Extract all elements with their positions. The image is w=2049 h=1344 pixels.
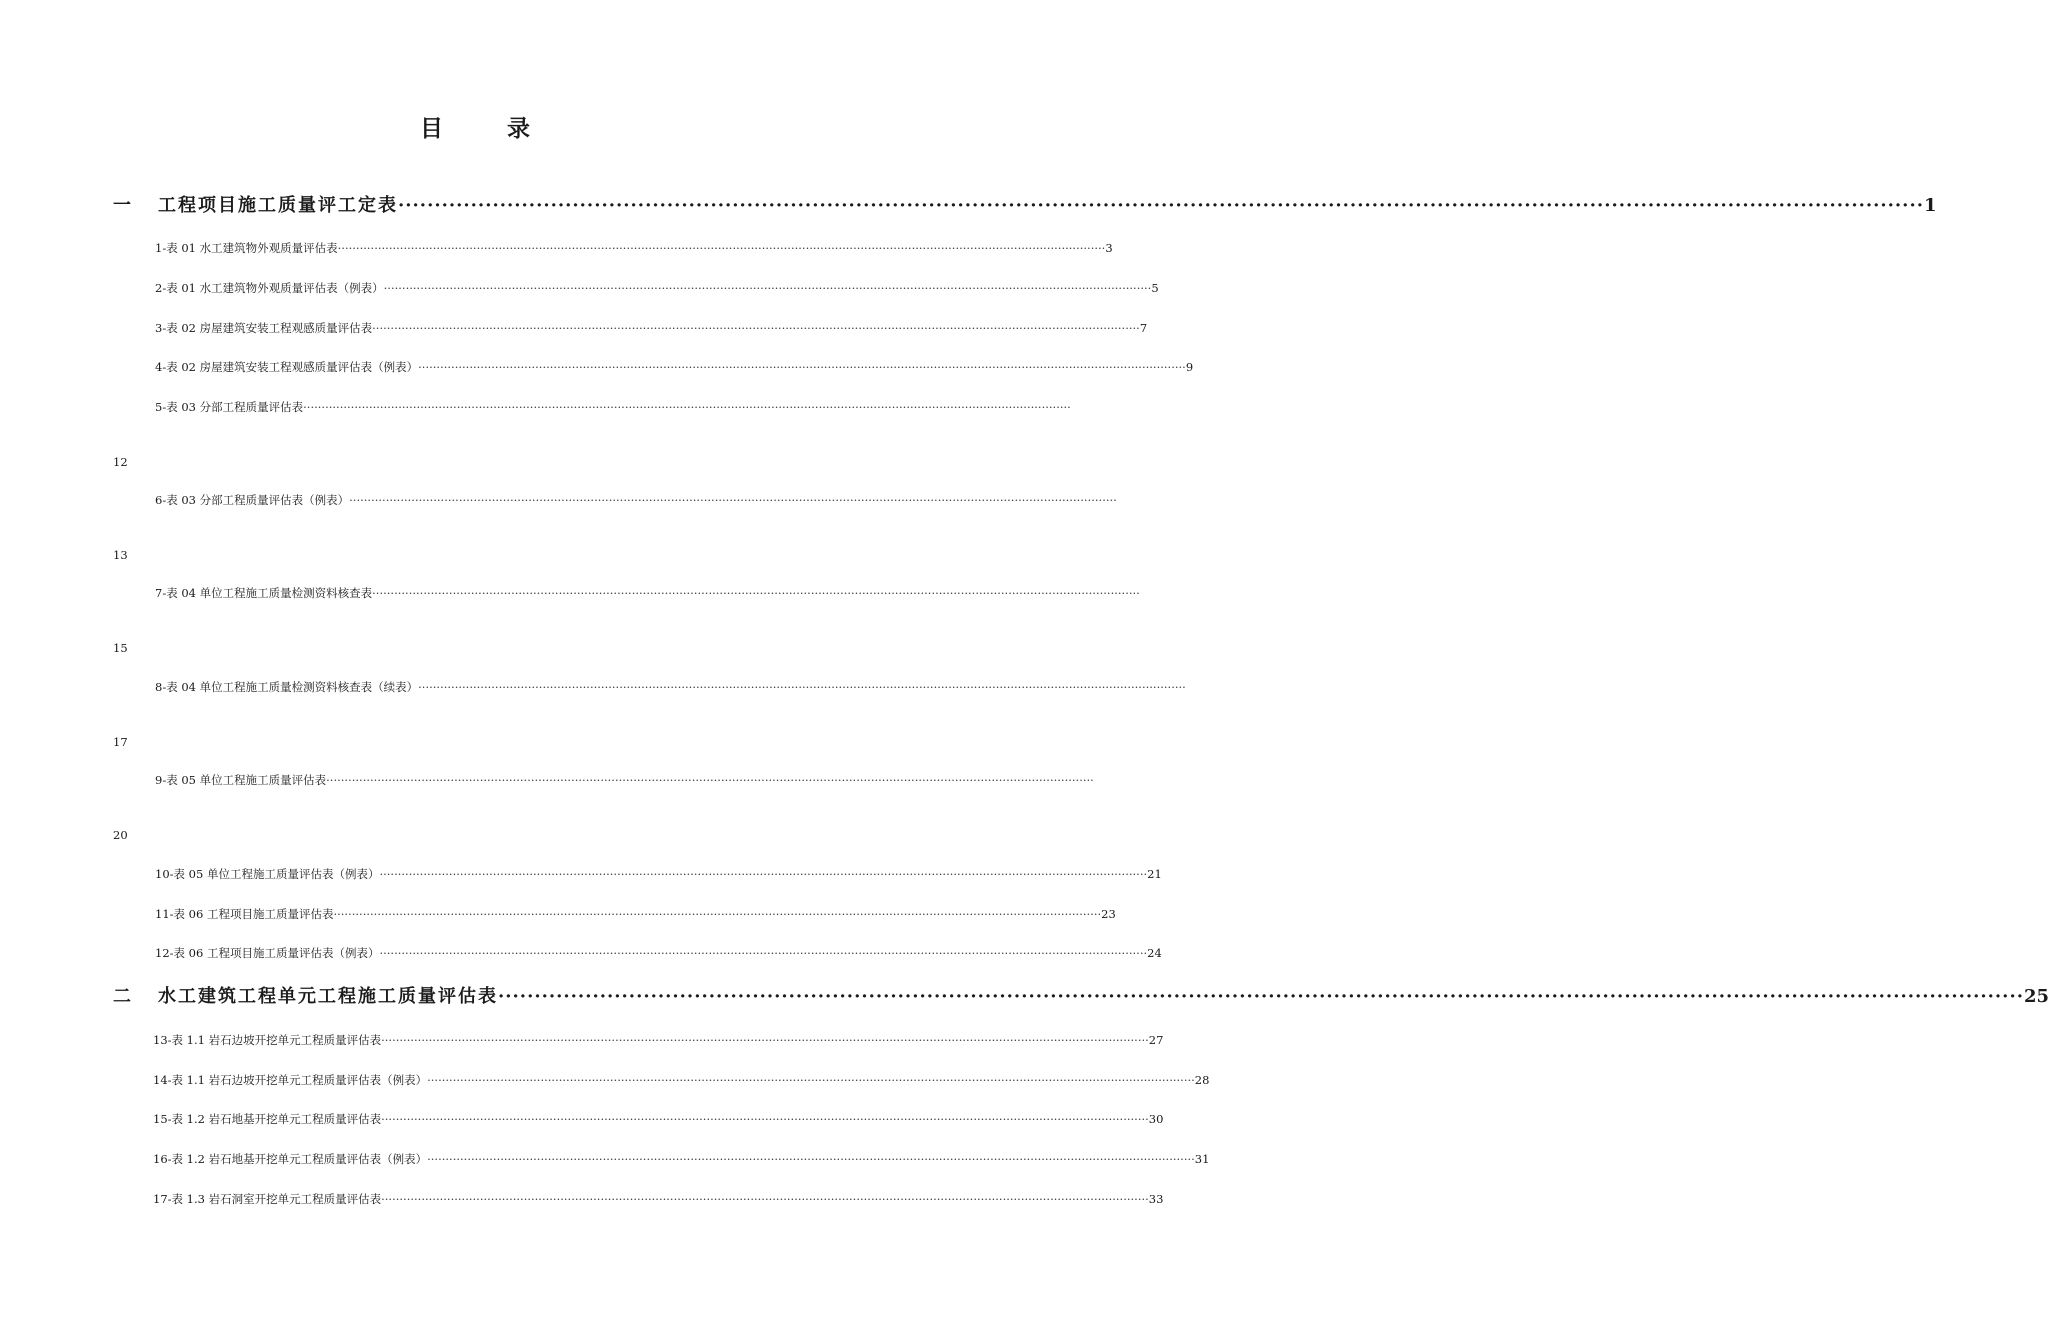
toc-entry-15[interactable] — [153, 1111, 1164, 1129]
toc-entry-4[interactable] — [155, 359, 1194, 377]
entry-label: 3-表 02 房屋建筑安装工程观感质量评估表 — [155, 321, 373, 335]
leader-dots: ·················································································································································································································· — [372, 586, 1140, 600]
entry-label: 9-表 05 单位工程施工质量评估表 — [155, 773, 327, 787]
entry-label: 11-表 06 工程项目施工质量评估表 — [155, 907, 334, 921]
entry-page: 33 — [1148, 1192, 1164, 1206]
entry-label: 7-表 04 单位工程施工质量检测资料核查表 — [155, 586, 373, 600]
entry-page: 28 — [1194, 1073, 1210, 1087]
toc-entry-8[interactable] — [155, 679, 1186, 697]
leader-dots: ·················································································································································································································· — [381, 1112, 1149, 1126]
toc-section-1[interactable] — [113, 191, 1937, 217]
leader-dots: ·················································································································································································································· — [427, 1152, 1195, 1166]
entry-label: 17-表 1.3 岩石洞室开挖单元工程质量评估表 — [153, 1192, 382, 1206]
entry-label: 6-表 03 分部工程质量评估表（例表） — [155, 493, 350, 507]
entry-page: 31 — [1194, 1152, 1210, 1166]
toc-section-2[interactable] — [113, 982, 2049, 1008]
leader-dots: ·················································································································································································································· — [326, 773, 1094, 787]
entry-page-wrapped: 15 — [113, 641, 128, 655]
entry-label: 2-表 01 水工建筑物外观质量评估表（例表） — [155, 281, 384, 295]
entry-page: 24 — [1147, 946, 1162, 960]
entry-label: 16-表 1.2 岩石地基开挖单元工程质量评估表（例表） — [153, 1152, 428, 1166]
entry-label: 14-表 1.1 岩石边坡开挖单元工程质量评估表（例表） — [153, 1073, 428, 1087]
entry-page: 27 — [1148, 1033, 1164, 1047]
leader-dots: ·················································································································································································································· — [381, 1192, 1149, 1206]
section-page: 1 — [1924, 195, 1937, 216]
section-number: 二 — [113, 986, 131, 1007]
entry-page: 23 — [1101, 907, 1116, 921]
leader-dots: ·················································································································································································································· — [303, 400, 1071, 414]
leader-dots: ·················································································································································································································· — [349, 493, 1117, 507]
leader-dots: ·················································································································································································································· — [398, 195, 1924, 216]
leader-dots: ·················································································································································································································· — [372, 321, 1140, 335]
leader-dots: ·················································································································································································································· — [498, 986, 2024, 1007]
leader-dots: ·················································································································································································································· — [381, 1033, 1149, 1047]
toc-entry-12[interactable] — [155, 945, 1162, 963]
entry-label: 15-表 1.2 岩石地基开挖单元工程质量评估表 — [153, 1112, 382, 1126]
entry-label: 10-表 05 单位工程施工质量评估表（例表） — [155, 867, 380, 881]
toc-entry-7[interactable] — [155, 585, 1140, 603]
entry-page-wrapped: 20 — [113, 828, 128, 842]
leader-dots: ·················································································································································································································· — [379, 867, 1148, 881]
entry-page: 9 — [1185, 360, 1194, 374]
leader-dots: ·················································································································································································································· — [379, 946, 1148, 960]
entry-page: 7 — [1139, 321, 1148, 335]
toc-entry-3[interactable] — [155, 320, 1148, 338]
entry-page: 3 — [1105, 241, 1113, 255]
entry-page: 21 — [1147, 867, 1162, 881]
toc-entry-16[interactable] — [153, 1151, 1210, 1169]
toc-entry-10[interactable] — [155, 866, 1162, 884]
entry-page-wrapped: 12 — [113, 455, 128, 469]
leader-dots: ·················································································································································································································· — [418, 680, 1186, 694]
toc-entry-11[interactable] — [155, 906, 1116, 924]
leader-dots: ·················································································································································································································· — [333, 907, 1102, 921]
entry-label: 4-表 02 房屋建筑安装工程观感质量评估表（例表） — [155, 360, 419, 374]
section-page: 25 — [2024, 986, 2049, 1007]
page-title: 目 录 — [419, 115, 558, 142]
toc-entry-1[interactable] — [155, 240, 1113, 258]
toc-entry-6[interactable] — [155, 492, 1117, 510]
toc-entry-13[interactable] — [153, 1032, 1164, 1050]
entry-page: 5 — [1151, 281, 1159, 295]
entry-page-wrapped: 13 — [113, 548, 128, 562]
toc-entry-9[interactable] — [155, 772, 1094, 790]
entry-page-wrapped: 17 — [113, 735, 128, 749]
leader-dots: ·················································································································································································································· — [427, 1073, 1195, 1087]
entry-label: 5-表 03 分部工程质量评估表 — [155, 400, 304, 414]
entry-label: 12-表 06 工程项目施工质量评估表（例表） — [155, 946, 380, 960]
toc-entry-2[interactable] — [155, 280, 1159, 298]
section-number: 一 — [113, 195, 131, 216]
section-title: 工程项目施工质量评工定表 — [158, 195, 398, 216]
entry-label: 1-表 01 水工建筑物外观质量评估表 — [155, 241, 338, 255]
toc-entry-14[interactable] — [153, 1072, 1210, 1090]
section-title: 水工建筑工程单元工程施工质量评估表 — [158, 986, 498, 1007]
toc-entry-17[interactable] — [153, 1191, 1164, 1209]
entry-label: 13-表 1.1 岩石边坡开挖单元工程质量评估表 — [153, 1033, 382, 1047]
entry-label: 8-表 04 单位工程施工质量检测资料核查表（续表） — [155, 680, 419, 694]
leader-dots: ·················································································································································································································· — [418, 360, 1186, 374]
entry-page: 30 — [1148, 1112, 1164, 1126]
toc-entry-5[interactable] — [155, 399, 1071, 417]
leader-dots: ·················································································································································································································· — [383, 281, 1152, 295]
leader-dots: ·················································································································································································································· — [337, 241, 1106, 255]
